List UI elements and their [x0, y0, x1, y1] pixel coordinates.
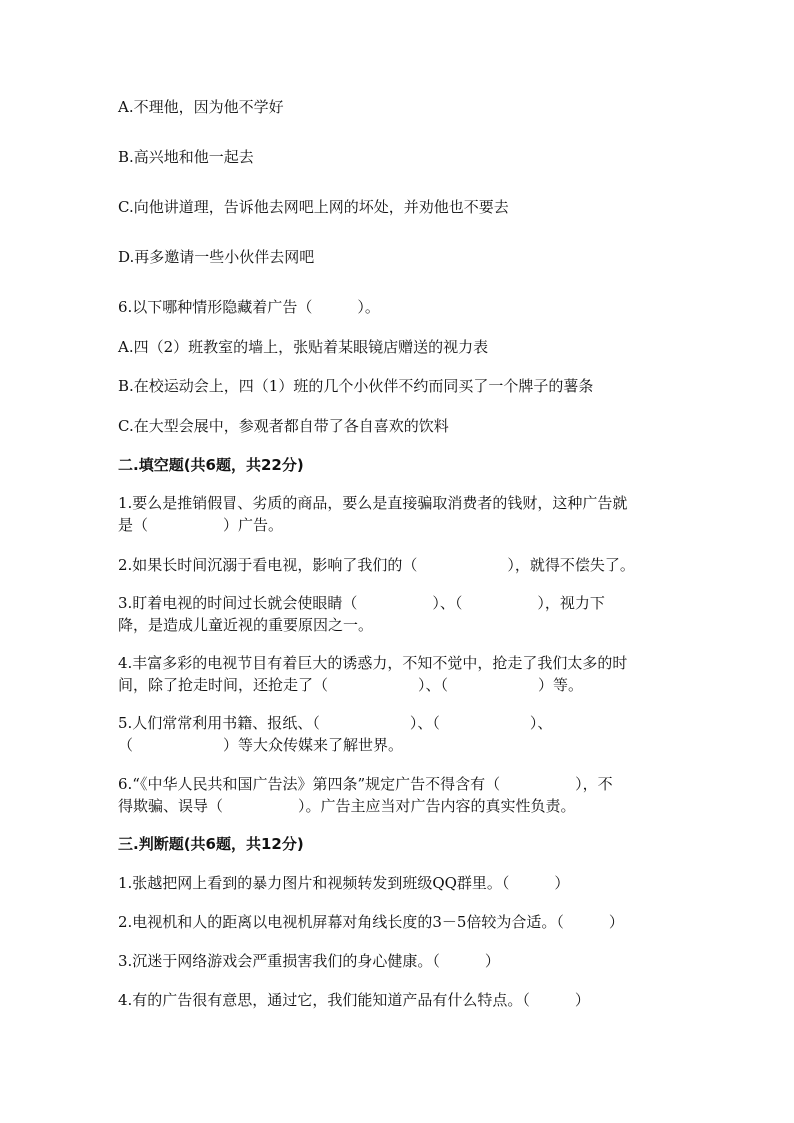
fill-question-4-line-2: 间，除了抢走时间，还抢走了（ ）、（ ）等。: [118, 676, 584, 694]
judge-question-2: 2.电视机和人的距离以电视机屏幕对角线长度的3－5倍较为合适。（ ）: [118, 913, 624, 931]
fill-question-6-line-2: 得欺骗、误导（ ）。广告主应当对广告内容的真实性负责。: [118, 797, 576, 815]
fill-question-2: 2.如果长时间沉溺于看电视，影响了我们的（ ），就得不偿失了。: [118, 556, 635, 574]
fill-question-5-line-2: （ ）等大众传媒来了解世界。: [118, 736, 404, 754]
option-b: B.高兴地和他一起去: [118, 148, 254, 166]
question-6-option-c: C.在大型会展中，参观者都自带了各自喜欢的饮料: [118, 417, 449, 435]
fill-question-1-line-1: 1.要么是推销假冒、劣质的商品，要么是直接骗取消费者的钱财，这种广告就: [118, 494, 628, 512]
section-heading-true-false: 三.判断题(共6题，共12分): [118, 835, 304, 853]
option-d: D.再多邀请一些小伙伴去网吧: [118, 248, 315, 266]
fill-question-1-line-2: 是（ ）广告。: [118, 516, 284, 534]
judge-question-4: 4.有的广告很有意思，通过它，我们能知道产品有什么特点。（ ）: [118, 991, 590, 1009]
option-a: A.不理他，因为他不学好: [118, 98, 284, 116]
fill-question-3-line-2: 降，是造成儿童近视的重要原因之一。: [118, 616, 374, 634]
option-c: C.向他讲道理，告诉他去网吧上网的坏处，并劝他也不要去: [118, 198, 509, 216]
question-6-option-a: A.四（2）班教室的墙上，张贴着某眼镜店赠送的视力表: [118, 338, 489, 356]
fill-question-5-line-1: 5.人们常常利用书籍、报纸、（ ）、（ ）、: [118, 714, 553, 732]
fill-question-3-line-1: 3.盯着电视的时间过长就会使眼睛（ ）、（ ），视力下: [118, 594, 605, 612]
question-6-option-b: B.在校运动会上，四（1）班的几个小伙伴不约而同买了一个牌子的薯条: [118, 377, 594, 395]
judge-question-1: 1.张越把网上看到的暴力图片和视频转发到班级QQ群里。（ ）: [118, 874, 570, 892]
question-6-stem: 6.以下哪种情形隐藏着广告（ ）。: [118, 298, 380, 316]
fill-question-4-line-1: 4.丰富多彩的电视节目有着巨大的诱惑力，不知不觉中，抢走了我们太多的时: [118, 654, 628, 672]
fill-question-6-line-1: 6.“《中华人民共和国广告法》第四条”规定广告不得含有（ ），不: [118, 775, 613, 793]
judge-question-3: 3.沉迷于网络游戏会严重损害我们的身心健康。（ ）: [118, 952, 500, 970]
section-heading-fill-blank: 二.填空题(共6题，共22分): [118, 456, 304, 474]
